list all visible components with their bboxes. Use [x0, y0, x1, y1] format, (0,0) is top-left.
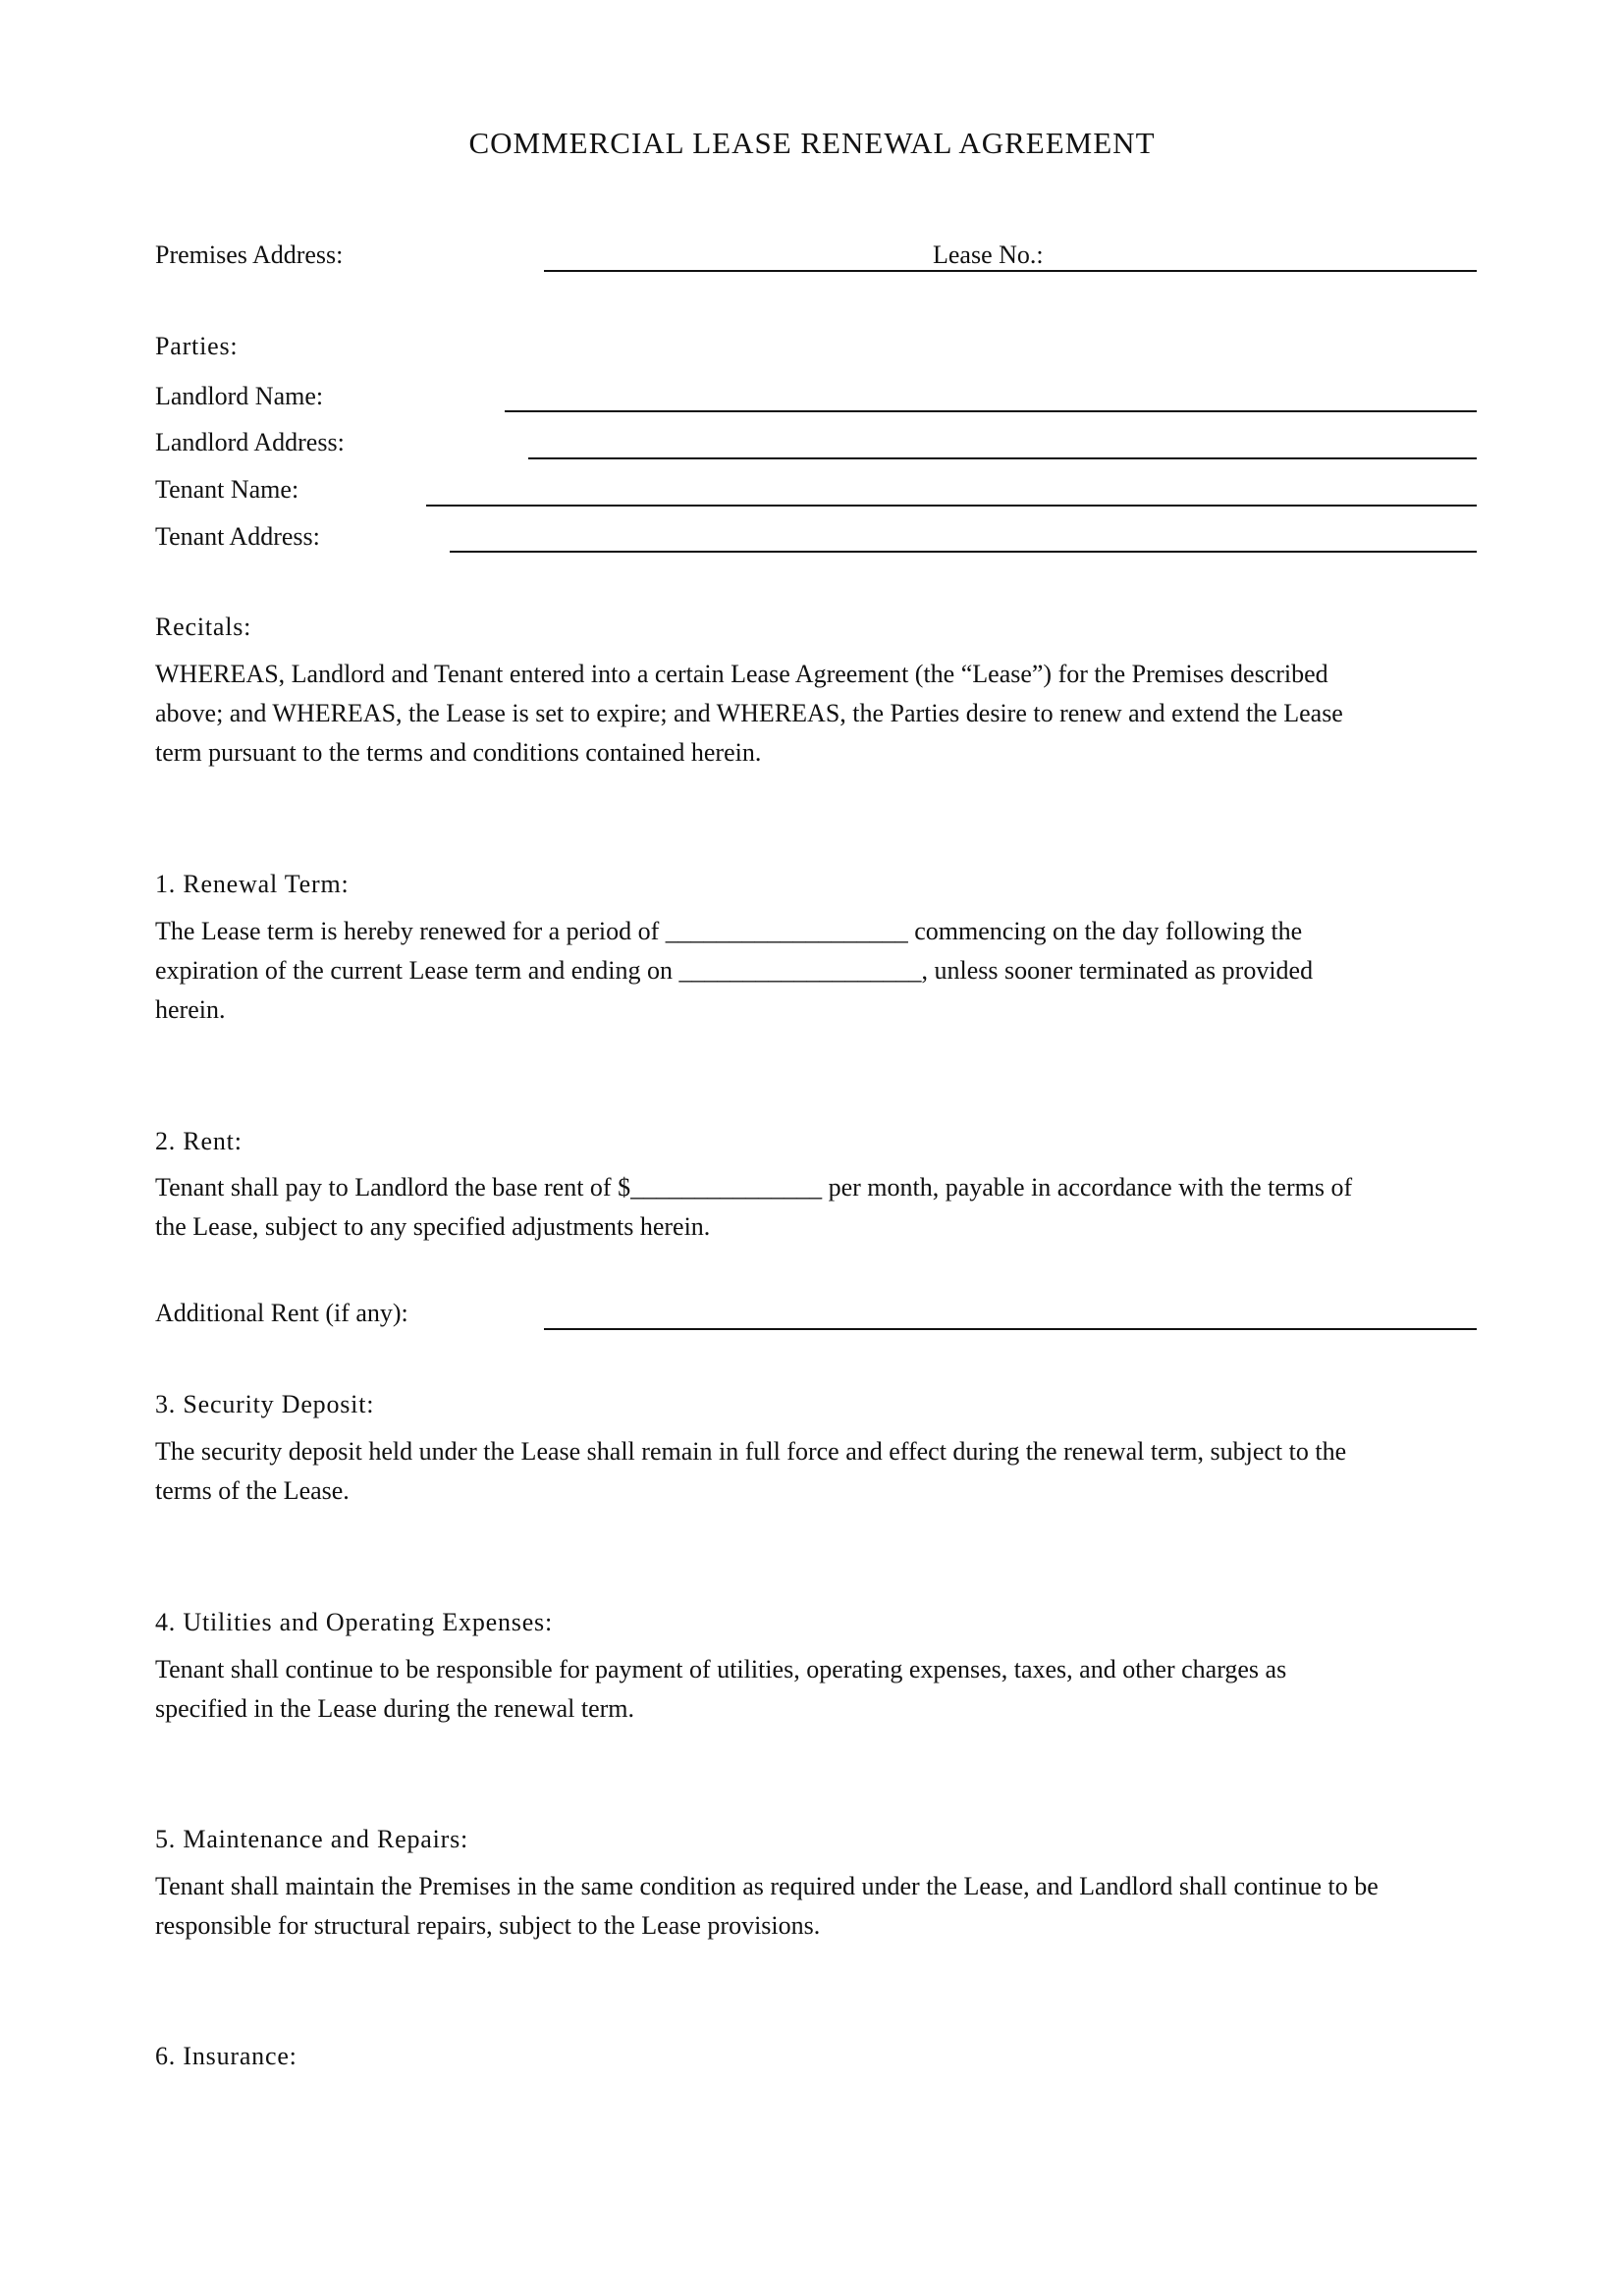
- maintenance-heading: 5. Maintenance and Repairs:: [155, 1825, 469, 1853]
- security-deposit-heading: 3. Security Deposit:: [155, 1390, 375, 1418]
- insurance-heading: 6. Insurance:: [155, 2042, 298, 2070]
- maintenance-paragraph: [155, 1867, 1481, 1946]
- maintenance-line: responsible for structural repairs, subject to the Lease provisions.: [155, 1911, 821, 1940]
- tenant-address-label: Tenant Address:: [155, 522, 320, 551]
- tenant-address-line[interactable]: [450, 551, 1477, 553]
- renewal-term-line: herein.: [155, 995, 226, 1024]
- renewal-term-line: expiration of the current Lease term and ending on ___________________, unless sooner terminated as provided: [155, 956, 1314, 985]
- renewal-term-paragraph: [155, 912, 1481, 1030]
- document-title: COMMERCIAL LEASE RENEWAL AGREEMENT: [468, 126, 1156, 160]
- premises-address-label: Premises Address:: [155, 240, 344, 269]
- tenant-name-label: Tenant Name:: [155, 475, 299, 504]
- landlord-name-line[interactable]: [505, 410, 1477, 412]
- rent-line: the Lease, subject to any specified adjustments herein.: [155, 1212, 711, 1241]
- landlord-address-label: Landlord Address:: [155, 428, 345, 456]
- additional-rent-label: Additional Rent (if any):: [155, 1299, 408, 1327]
- recitals-line: term pursuant to the terms and conditions contained herein.: [155, 738, 762, 767]
- security-deposit-paragraph: [155, 1432, 1481, 1511]
- landlord-address-line[interactable]: [528, 457, 1477, 459]
- landlord-name-label: Landlord Name:: [155, 382, 324, 410]
- security-deposit-line: The security deposit held under the Lease shall remain in full force and effect during the renewal term, subject to the: [155, 1437, 1347, 1466]
- lease-no-label: Lease No.:: [933, 240, 1044, 269]
- tenant-name-line[interactable]: [426, 505, 1477, 507]
- utilities-line: specified in the Lease during the renewal term.: [155, 1694, 635, 1723]
- rent-paragraph: [155, 1168, 1481, 1247]
- recitals-heading: Recitals:: [155, 613, 252, 641]
- security-deposit-line: terms of the Lease.: [155, 1476, 350, 1505]
- parties-heading: Parties:: [155, 332, 239, 360]
- utilities-paragraph: [155, 1650, 1481, 1729]
- utilities-heading: 4. Utilities and Operating Expenses:: [155, 1608, 553, 1636]
- additional-rent-line[interactable]: [544, 1328, 1477, 1330]
- maintenance-line: Tenant shall maintain the Premises in the same condition as required under the Lease, and Landlord shall continue to be: [155, 1872, 1379, 1900]
- recitals-line: above; and WHEREAS, the Lease is set to expire; and WHEREAS, the Parties desire to renew and extend the Lease: [155, 699, 1343, 727]
- recitals-line: WHEREAS, Landlord and Tenant entered into a certain Lease Agreement (the “Lease”) for the Premises described: [155, 660, 1328, 688]
- utilities-line: Tenant shall continue to be responsible for payment of utilities, operating expenses, taxes, and other charges as: [155, 1655, 1287, 1683]
- recitals-paragraph: [155, 655, 1481, 773]
- rent-line: Tenant shall pay to Landlord the base rent of $_______________ per month, payable in accordance with the terms of: [155, 1173, 1353, 1201]
- rent-heading: 2. Rent:: [155, 1127, 243, 1155]
- renewal-term-heading: 1. Renewal Term:: [155, 870, 350, 898]
- renewal-term-line: The Lease term is hereby renewed for a period of ___________________ commencing on the day following the: [155, 917, 1303, 945]
